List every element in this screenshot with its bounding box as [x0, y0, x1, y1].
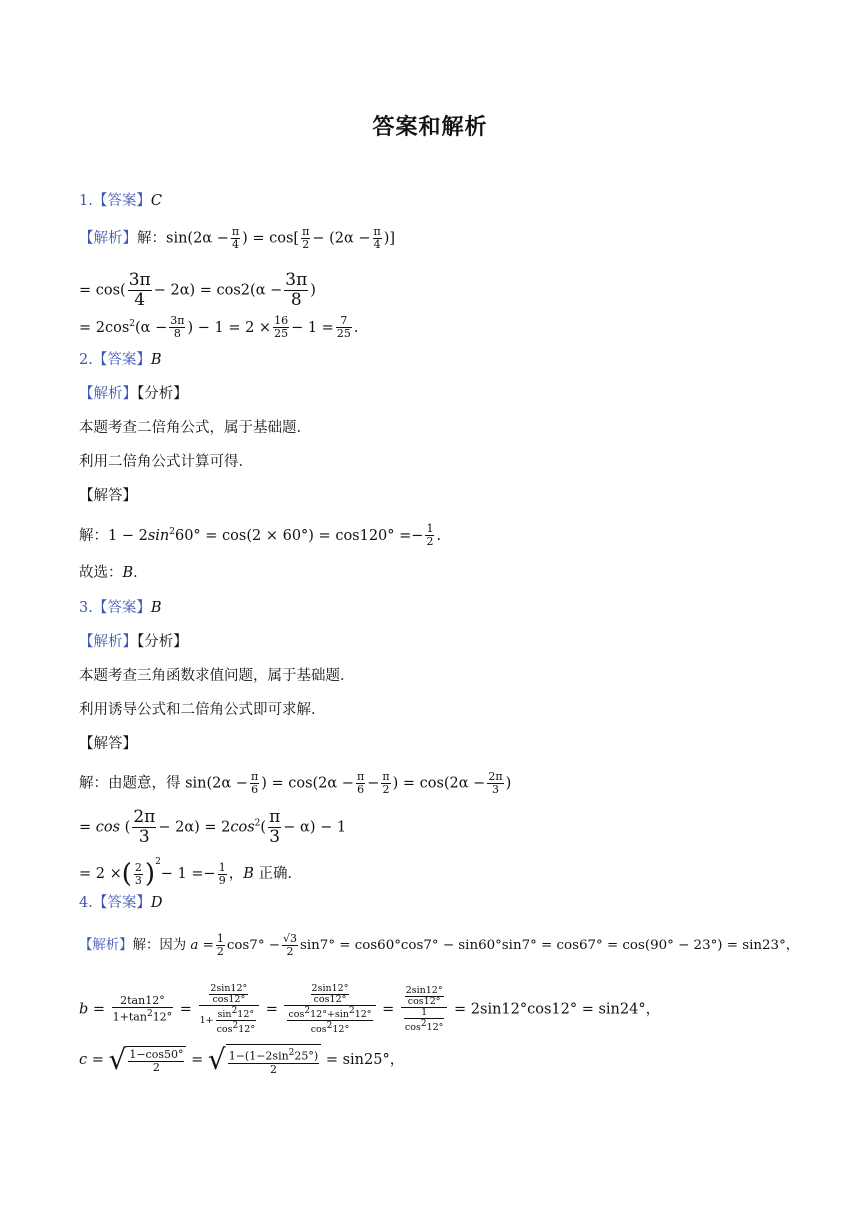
fraction: $\frac{1-(1-2\sin^225^\circ)}{2}$: [228, 1048, 319, 1076]
q1-answer: 1.【答案】C: [79, 193, 162, 209]
fraction: $\frac{1}{9}$: [218, 860, 226, 887]
fraction: $\frac{2\pi}{3}$: [133, 807, 156, 847]
q2-analysis-text1: 本题考查二倍角公式，属于基础题．: [79, 420, 311, 436]
fraction: $\frac{\pi}{2}$: [302, 225, 310, 251]
q1-explanation-line1: 【解析】解：sin(2α − $\frac{\pi}{4}$ ) = cos[ $\frac{\pi}{2}$ − (2α − $\frac{\pi}{4}$ )]: [79, 225, 396, 251]
q3-solution-line1: 解：由题意，得 sin(2α − $\frac{\pi}{6}$ ) = cos(2α − $\frac{\pi}{6}$ − $\frac{\pi}{2}$ ) = cos(2α − $\frac{2\pi}{3}$ ): [79, 770, 512, 796]
fraction: $\frac{√3}{2}$: [283, 932, 298, 958]
fraction: $\frac{\pi}{6}$: [250, 770, 259, 796]
q3-analysis-text2: 利用诱导公式和二倍角公式即可求解．: [79, 702, 326, 718]
q2-solution-line: 解：$1 - 2\sin^260^\circ = \cos(2 \times 60^\circ) = \cos 120^\circ$ =− $\frac{1}{2}$ .: [79, 522, 442, 549]
q3-solution-line2: = cos ( $\frac{2\pi}{3}$ − $2\alpha) = 2\cos^2$( $\frac{\pi}{3}$ − α) − 1: [79, 807, 347, 847]
q2-solution-header: 【解答】: [79, 488, 137, 504]
q1-explanation-line3: = $2\cos^2(\alpha$ − $\frac{3\pi}{8}$ ) − 1 = 2 × $\frac{16}{25}$ − 1 = $\frac{7}{25}$ .: [79, 314, 359, 341]
q4-c-line: c = √ $\frac{1-\cos 50^\circ}{2}$ = √ $\frac{1-(1-2\sin^225^\circ)}{2}$ = sin25°，: [79, 1042, 405, 1076]
q2-explanation-header: 【解析】【分析】: [79, 386, 188, 402]
fraction: $\frac{\pi}{4}$: [231, 225, 240, 251]
square-root: √ $\frac{1-(1-2\sin^225^\circ)}{2}$: [208, 1044, 321, 1076]
fraction: $\frac{2\pi}{3}$: [488, 770, 503, 796]
fraction: $\frac{\pi}{2}$: [382, 770, 390, 796]
q1-explanation-line2: = cos( $\frac{3\pi}{4}$ − 2α) = cos2(α − $\frac{3\pi}{8}$ ): [79, 270, 316, 310]
fraction: $\frac{\pi}{4}$: [373, 225, 381, 251]
fraction: $\frac{3\pi}{8}$: [285, 270, 308, 310]
q2-answer: 2.【答案】B: [79, 352, 162, 368]
fraction: $\frac{3\pi}{4}$: [128, 270, 151, 310]
fraction: $\frac{3\pi}{8}$: [170, 314, 185, 341]
q4-answer: 4.【答案】D: [79, 895, 163, 911]
q3-explanation-header: 【解析】【分析】: [79, 634, 188, 650]
fraction: $\frac{\pi}{3}$: [269, 807, 281, 847]
fraction: $\frac{2\tan 12^\circ}{1+\tan^212^\circ}$: [112, 994, 173, 1024]
q2-choice: 故选：B．: [79, 565, 148, 581]
fraction: $\frac{\frac{2\sin 12^\circ}{\cos 12^\circ}}{\frac{1}{\cos^212^\circ}}$: [401, 986, 448, 1033]
fraction: $\frac{1}{2}$: [426, 522, 434, 549]
fraction: $\frac{1}{2}$: [216, 932, 224, 958]
fraction: $\frac{2\sin 12^\circ}{\cos 12^\circ}$ 1+ $\frac{\sin^212^\circ}{\cos^212^\circ}$: [199, 984, 260, 1035]
q4-explanation-line1: 【解析】解：因为 a = $\frac{1}{2}$ cos7° − $\frac{√3}{2}$ sin7° = cos60°cos7° − sin60°sin7° = cos67° = cos(90° − 23°) = sin23°，: [79, 932, 800, 958]
q3-answer: 3.【答案】B: [79, 600, 162, 616]
q3-solution-header: 【解答】: [79, 736, 137, 752]
fraction: $\frac{\frac{2\sin 12^\circ}{\cos 12^\circ}}{\frac{\cos^212^\circ+\sin^212^\circ}{\cos^212^\circ}}$: [284, 984, 375, 1035]
square-root: √ $\frac{1-\cos 50^\circ}{2}$: [109, 1046, 187, 1074]
fraction: $\frac{1-\cos 50^\circ}{2}$: [129, 1047, 184, 1074]
fraction: $\frac{2}{3}$: [134, 860, 142, 887]
q3-analysis-text1: 本题考查三角函数求值问题，属于基础题．: [79, 668, 355, 684]
page-title: 答案和解析: [372, 115, 488, 140]
q4-b-line: b = $\frac{2\tan 12^\circ}{1+\tan^212^\circ}$ = $\frac{2\sin 12^\circ}{\cos 12^\circ}$ 1+ $\frac{\sin^212^\circ}{\cos^212^\circ}$ = $\frac{\frac{2\sin 12^\circ}{\cos 12^\circ}}{\frac{\cos^212^\circ+\sin^212^\circ}{\cos^212^\circ}}$ = $\frac{\frac{2\sin 12^\circ}{\cos 12^\circ}}{\frac{1}{\cos^212^\circ}}$ = 2sin12°cos12° = sin24°，: [79, 983, 661, 1036]
fraction: $\frac{\pi}{6}$: [356, 770, 365, 796]
fraction: $\frac{16}{25}$: [274, 314, 289, 341]
q3-solution-line3: = 2 ×( $\frac{2}{3}$ )$^2$− 1 =− $\frac{1}{9}$ ，B 正确．: [79, 857, 302, 889]
fraction: $\frac{7}{25}$: [336, 314, 351, 341]
q2-analysis-text2: 利用二倍角公式计算可得．: [79, 454, 253, 470]
